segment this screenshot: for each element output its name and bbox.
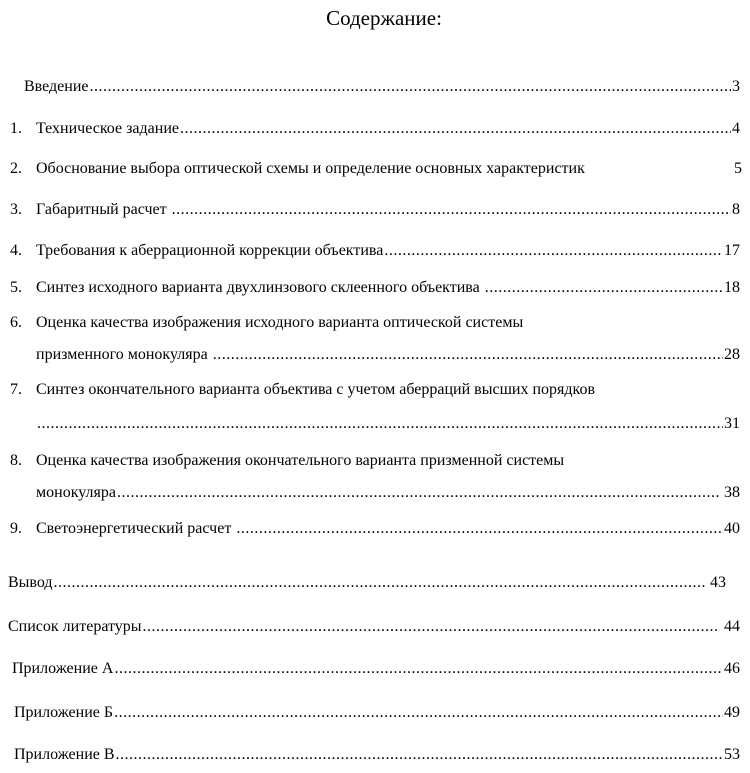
toc-label: Габаритный расчет xyxy=(36,201,167,218)
toc-label: Приложение А xyxy=(12,660,114,677)
toc-label: Приложение В xyxy=(14,746,115,763)
toc-number: 3. xyxy=(10,201,22,218)
toc-page: 3 xyxy=(732,78,740,95)
toc-label: Вывод xyxy=(8,574,53,591)
toc-number: 8. xyxy=(10,452,22,469)
toc-label: Введение xyxy=(24,78,89,95)
toc-entry-intro[interactable] xyxy=(24,77,740,97)
dot-leader xyxy=(54,573,705,593)
dot-leader xyxy=(236,519,723,539)
toc-entry-6-line2[interactable] xyxy=(36,345,740,365)
toc-number: 4. xyxy=(10,242,22,259)
toc-page: 8 xyxy=(732,201,740,218)
toc-page: 46 xyxy=(724,660,740,677)
toc-label: Приложение Б xyxy=(14,704,114,721)
toc-entry-1[interactable] xyxy=(10,119,740,139)
dot-leader xyxy=(485,278,723,298)
toc-entry-2[interactable] xyxy=(10,159,742,179)
toc-page: 38 xyxy=(724,484,740,501)
page-title: Содержание: xyxy=(326,6,442,30)
toc-page: 4 xyxy=(732,120,740,137)
toc-label: Требования к аберрационной коррекции объектива xyxy=(36,242,384,259)
toc-entry-8-line1[interactable] xyxy=(10,451,564,471)
toc-label: Синтез окончательного варианта объектива с учетом аберраций высших порядков xyxy=(36,381,596,398)
toc-entry-appendix-b[interactable] xyxy=(14,703,740,723)
toc-label: Синтез исходного варианта двухлинзового склеенного объектива xyxy=(36,279,480,296)
toc-number: 2. xyxy=(10,160,22,177)
toc-entry-8-line2[interactable] xyxy=(36,483,740,503)
toc-entry-6-line1[interactable] xyxy=(10,313,523,333)
toc-page: 53 xyxy=(724,746,740,763)
dot-leader xyxy=(180,119,731,139)
toc-number: 9. xyxy=(10,520,22,537)
toc-entry-appendix-a[interactable] xyxy=(12,659,740,679)
toc-number: 5. xyxy=(10,279,22,296)
dot-leader xyxy=(143,617,719,637)
dot-leader xyxy=(114,703,723,723)
toc-entry-9[interactable] xyxy=(10,519,740,539)
toc-label-cont: призменного монокуляра xyxy=(36,346,208,363)
toc-entry-3[interactable] xyxy=(10,200,740,220)
toc-label: Техническое задание xyxy=(36,120,179,137)
dot-leader xyxy=(114,659,723,679)
toc-page: 18 xyxy=(724,279,740,296)
toc-page: 49 xyxy=(724,704,740,721)
toc-page: 28 xyxy=(724,346,740,363)
toc-number: 1. xyxy=(10,120,22,137)
toc-entry-4[interactable] xyxy=(10,241,740,261)
toc-entry-appendix-v[interactable] xyxy=(14,745,740,765)
dot-leader xyxy=(37,414,723,434)
toc-label: Обоснование выбора оптической схемы и определение основных характеристик xyxy=(36,160,585,177)
toc-page: 31 xyxy=(724,415,740,432)
toc-entry-references[interactable] xyxy=(8,617,740,637)
toc-entry-7-line1[interactable] xyxy=(10,380,595,400)
toc-number: 7. xyxy=(10,381,22,398)
toc-entry-5[interactable] xyxy=(10,278,740,298)
toc-label: Светоэнергетический расчет xyxy=(36,520,232,537)
toc-page: 17 xyxy=(724,242,740,259)
toc-label: Список литературы xyxy=(8,618,142,635)
toc-label: Оценка качества изображения исходного варианта оптической системы xyxy=(36,314,524,331)
dot-leader xyxy=(117,483,719,503)
dot-leader xyxy=(116,745,723,765)
toc-label: Оценка качества изображения окончательного варианта призменной системы xyxy=(36,452,565,469)
dot-leader xyxy=(384,241,723,261)
toc-page: 5 xyxy=(734,160,742,177)
toc-page: 44 xyxy=(724,618,740,635)
toc-number: 6. xyxy=(10,314,22,331)
toc-entry-conclusion[interactable] xyxy=(8,573,726,593)
dot-leader xyxy=(90,77,732,97)
toc-page: 43 xyxy=(710,574,726,591)
toc-label-cont: монокуляра xyxy=(36,484,116,501)
toc-page: 40 xyxy=(724,520,740,537)
dot-leader xyxy=(213,345,723,365)
dot-leader xyxy=(172,200,731,220)
toc-entry-7-line2[interactable] xyxy=(36,414,740,434)
